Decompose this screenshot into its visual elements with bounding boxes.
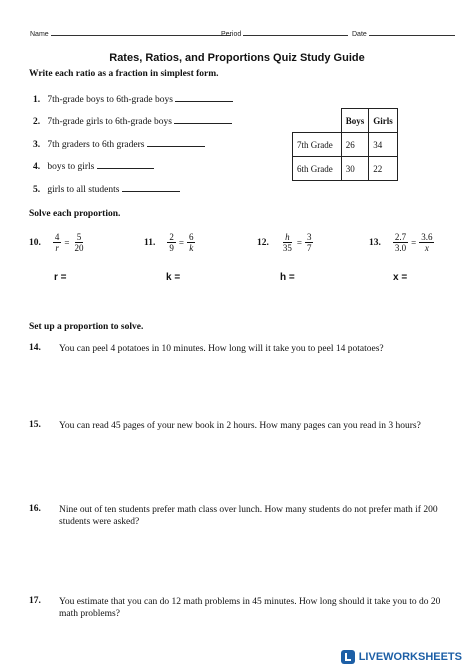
table-header-row [293,109,398,133]
problem-number: 17. [29,596,41,606]
proportion-11 [144,232,195,253]
problem-number: 10. [29,237,41,248]
fraction-right [305,232,314,253]
period-label: Period [221,31,242,38]
boys-cell: 30 [341,157,369,181]
liveworksheets-check-icon [341,650,355,664]
problem-number: 16. [29,504,41,514]
denominator: k [189,243,194,253]
fraction-left [53,232,62,253]
numerator: 6 [188,232,194,242]
item-number: 4. [33,162,41,172]
name-field[interactable] [30,28,231,38]
ratio-item-5 [33,183,180,195]
answer-k[interactable]: k = [166,272,181,283]
equals-sign: = [64,237,70,248]
girls-cell: 34 [369,133,398,157]
equals-sign: = [178,237,184,248]
problem-text: Nine out of ten students prefer math class over lunch. How many students do not prefer math if 200 students were asked? [59,505,438,527]
row-label: 7th Grade [293,133,342,157]
liveworksheets-brand[interactable] [341,650,462,664]
date-line [369,28,455,36]
problem-number: 12. [257,237,269,248]
page-title: Rates, Ratios, and Proportions Quiz Study Guide [109,52,365,64]
date-field[interactable] [352,28,455,38]
denominator: 9 [169,243,174,253]
denominator: 3.0 [394,243,407,253]
numerator: h [285,232,290,242]
proportion-12 [257,232,313,253]
name-line [51,28,231,36]
problem-number: 14. [29,343,41,353]
proportion-13 [369,232,434,253]
table-header-girls: Girls [369,109,398,133]
table-row [293,157,398,181]
girls-cell: 22 [369,157,398,181]
item-number: 2. [33,117,41,127]
item-text: boys to girls [47,162,95,172]
denominator: x [424,243,429,253]
fraction-left [393,232,408,253]
table-row [293,133,398,157]
denominator: r [55,243,59,253]
section2-instruction: Solve each proportion. [29,209,121,219]
numerator: 2 [169,232,174,242]
ratio-item-3 [33,138,205,150]
answer-blank[interactable] [122,183,180,192]
problem-text: You can read 45 pages of your new book in 2 hours. How many pages can you read in 3 hours? [59,421,421,431]
problem-text: You can peel 4 potatoes in 10 minutes. How long will it take you to peel 14 potatoes? [59,344,384,354]
table-header-boys: Boys [341,109,369,133]
proportion-10 [29,232,85,253]
item-number: 3. [33,140,41,150]
answer-blank[interactable] [97,160,154,169]
table-corner-cell [293,109,342,133]
fraction-left [167,232,176,253]
answer-h[interactable]: h = [280,272,295,283]
problem-number: 13. [369,237,381,248]
denominator: 7 [306,243,312,253]
answer-r[interactable]: r = [54,272,67,283]
fraction-right [419,232,434,253]
ratio-item-1 [33,93,233,105]
period-line [243,28,348,36]
name-label: Name [30,31,49,38]
numerator: 3.6 [421,232,433,242]
section3-instruction: Set up a proportion to solve. [29,322,144,332]
date-label: Date [352,31,367,38]
answer-x[interactable]: x = [393,272,408,283]
denominator: 35 [282,243,292,253]
row-label: 6th Grade [293,157,342,181]
item-text: girls to all students [47,185,120,195]
ratio-item-2 [33,115,232,127]
answer-blank[interactable] [147,138,205,147]
equals-sign: = [296,237,302,248]
section1-instruction: Write each ratio as a fraction in simplest form. [29,69,219,79]
equals-sign: = [411,237,417,248]
fraction-right [72,232,85,253]
problem-number: 15. [29,420,41,430]
item-number: 5. [33,185,41,195]
numerator: 2.7 [394,232,407,242]
item-text: 7th-grade boys to 6th-grade boys [47,95,173,105]
grade-table [292,108,398,181]
fraction-right [187,232,196,253]
answer-blank[interactable] [174,115,232,124]
numerator: 3 [306,232,312,242]
ratio-item-4 [33,160,154,172]
problem-text: You estimate that you can do 12 math problems in 45 minutes. How long should it take you to do 20 math problems? [59,597,441,619]
brand-name: LIVEWORKSHEETS [358,651,462,663]
numerator: 5 [76,232,82,242]
item-text: 7th graders to 6th graders [47,140,145,150]
fraction-left [281,232,294,253]
period-field[interactable] [221,28,348,38]
numerator: 4 [54,232,60,242]
boys-cell: 26 [341,133,369,157]
denominator: 20 [74,243,84,253]
item-number: 1. [33,95,41,105]
item-text: 7th-grade girls to 6th-grade boys [47,117,172,127]
problem-number: 11. [144,237,156,248]
answer-blank[interactable] [175,93,233,102]
